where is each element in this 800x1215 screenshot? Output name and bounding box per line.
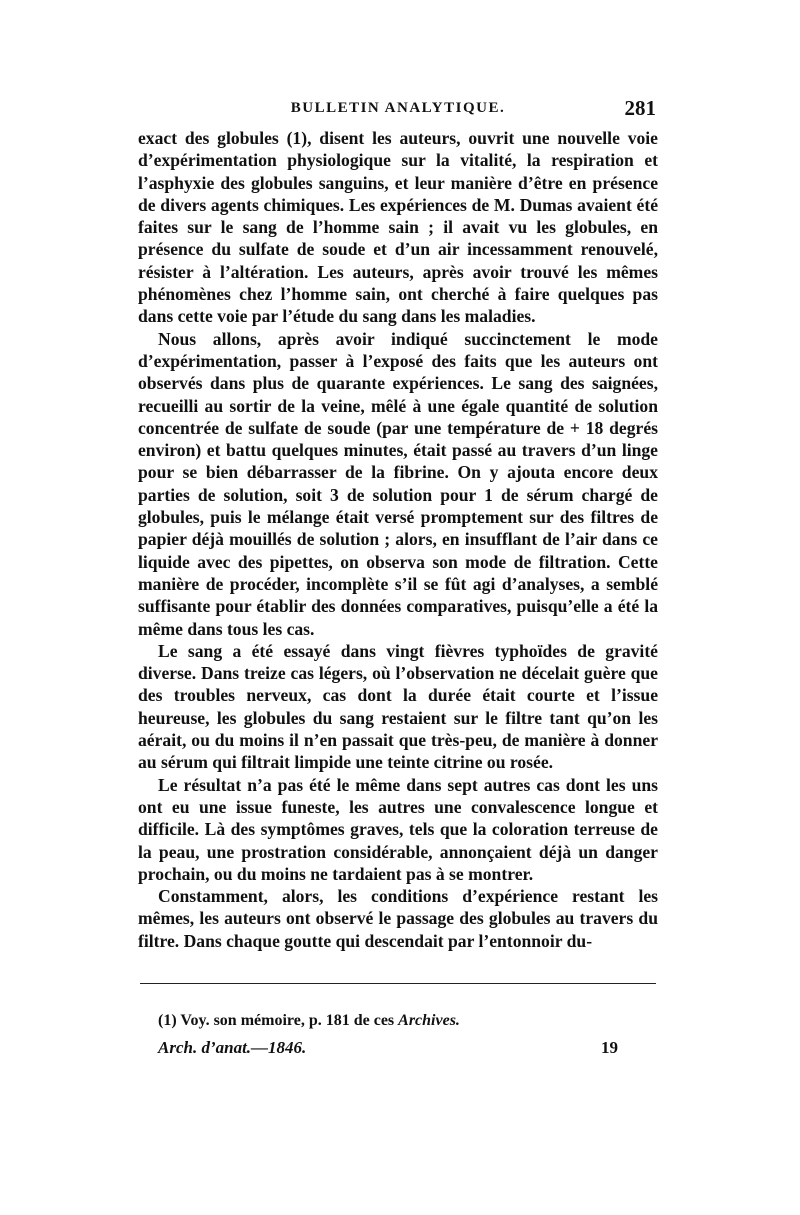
page-header: [138, 96, 658, 126]
signature-mark: 19: [601, 1038, 618, 1057]
paragraph: Le résultat n’a pas été le même dans sept autres cas dont les uns ont eu une issue funeste, les autres une convalescence longue et difficile. Là des symptômes graves, tels que la coloration terreuse de la peau, une prostration considérable, annonçaient déjà un danger prochain, ou du moins ne tardaient pas à se montrer.: [138, 774, 658, 884]
footnote-rule: [140, 983, 656, 984]
paragraph: Constamment, alors, les conditions d’expérience restant les mêmes, les auteurs ont observé le passage des globules au travers du filtre. Dans chaque goutte qui descendait par l’entonnoir du-: [138, 886, 658, 951]
footnote: [158, 1012, 658, 1030]
footnote-italic: Archives.: [398, 1012, 460, 1029]
page-number: 281: [624, 96, 656, 120]
running-title: BULLETIN ANALYTIQUE.: [290, 100, 506, 116]
journal-line: Arch. d’anat.—1846.: [158, 1038, 307, 1057]
paragraph: Le sang a été essayé dans vingt fièvres typhoïdes de gravité diverse. Dans treize cas légers, où l’observation ne décelait guère que des troubles nerveux, cas dont la durée était courte et l’issue heureuse, les globules du sang restaient sur le filtre tant qu’on les aérait, ou du moins il n’en passait que très-peu, de manière à donner au sérum qui filtrait limpide une teinte citrine ou rosée.: [138, 640, 658, 773]
paragraph: exact des globules (1), disent les auteurs, ouvrit une nouvelle voie d’expérimentation physiologique sur la vitalité, la respiration et l’asphyxie des globules sanguins, et leur manière d’être en présence de divers agents chimiques. Les expériences de M. Dumas avaient été faites sur le sang de l’homme sain ; il avait vu les globules, en présence du sulfate de soude et d’un air incessamment renouvelé, résister à l’altération. Les auteurs, après avoir trouvé les mêmes phénomènes chez l’homme sain, ont cherché à faire quelques pas dans cette voie par l’étude du sang dans les maladies.: [138, 128, 658, 327]
page-footer: [158, 1038, 658, 1062]
body-text: [138, 127, 658, 952]
paragraph: Nous allons, après avoir indiqué succinctement le mode d’expérimentation, passer à l’exposé des faits que les auteurs ont observés dans plus de quarante expériences. Le sang des saignées, recueilli au sortir de la veine, mêlé à une égale quantité de solution concentrée de sulfate de soude (par une température de + 18 degrés environ) et battu quelques minutes, était passé au travers d’un linge pour se bien débarrasser de la fibrine. On y ajouta encore deux parties de solution, soit 3 de solution pour 1 de sérum chargé de globules, puis le mélange était versé promptement sur des filtres de papier déjà mouillés de solution ; alors, en insufflant de l’air dans ce liquide avec des pipettes, on observa son mode de filtration. Cette manière de procéder, incomplète s’il se fût agi d’analyses, a semblé suffisante pour établir des données comparatives, puisqu’elle a été la même dans tous les cas.: [138, 328, 658, 639]
footnote-text: (1) Voy. son mémoire, p. 181 de ces: [158, 1012, 395, 1029]
